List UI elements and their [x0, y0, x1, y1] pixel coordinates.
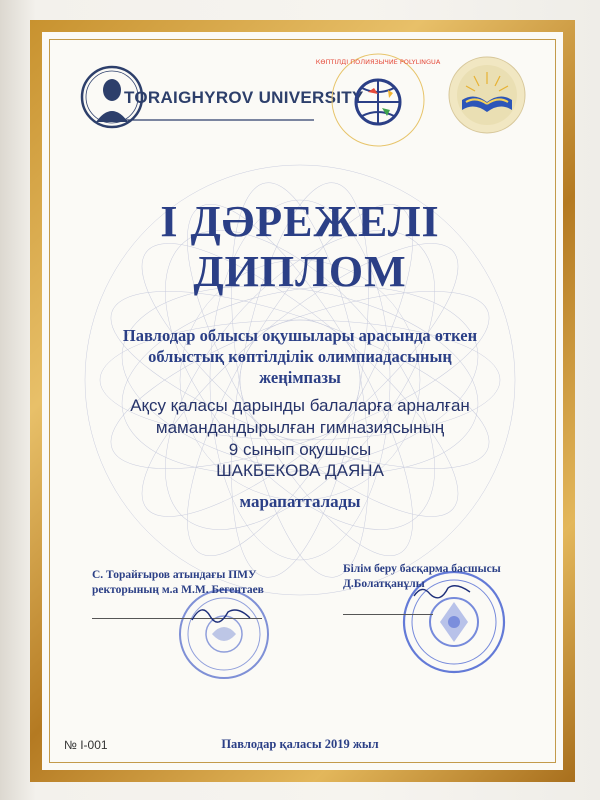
diploma-degree-title: І ДӘРЕЖЕЛІ [160, 197, 440, 246]
subtitle-line-1: Павлодар облысы оқушылары арасында өткен [122, 326, 478, 345]
left-signer-line-2: ректорының м.а М.М. Бегентаев [92, 584, 264, 596]
right-signer-line-1: Білім беру басқарма басшысы [343, 563, 501, 575]
diploma-title: ДИПЛОМ [193, 247, 407, 296]
polylingua-text: КӨПТІЛДІ ПОЛИЯЗЫЧИЕ POLYLINGUA [315, 58, 441, 66]
city-year: Павлодар қаласы 2019 жыл [221, 737, 379, 751]
diploma-number: № І-001 [64, 738, 108, 752]
polylingua-logo [315, 50, 441, 150]
book-sun-logo [446, 54, 528, 136]
subtitle-line-2: облыстық көптілділік олимпиадасының [148, 347, 452, 366]
subtitle-line-3: жеңімпазы [259, 368, 341, 387]
grade-text: 9 сынып оқушысы [228, 440, 372, 459]
school-line-2: мамандандырылған гимназиясының [155, 418, 445, 437]
right-signature-line [343, 614, 433, 615]
award-text: марапатталады [239, 492, 361, 511]
left-signer-line-1: С. Торайғыров атындағы ПМУ [92, 569, 257, 581]
school-line-1: Ақсу қаласы дарынды балаларға арналған [130, 396, 470, 415]
right-signer-line-2: Д.Болатқанұлы [343, 578, 425, 590]
left-handwritten-signature [188, 598, 258, 628]
recipient-name: ШАКБЕКОВА ДАЯНА [216, 461, 384, 480]
right-handwritten-signature [410, 578, 480, 608]
university-name: TORAIGHYROV UNIVERSITY [124, 88, 364, 107]
